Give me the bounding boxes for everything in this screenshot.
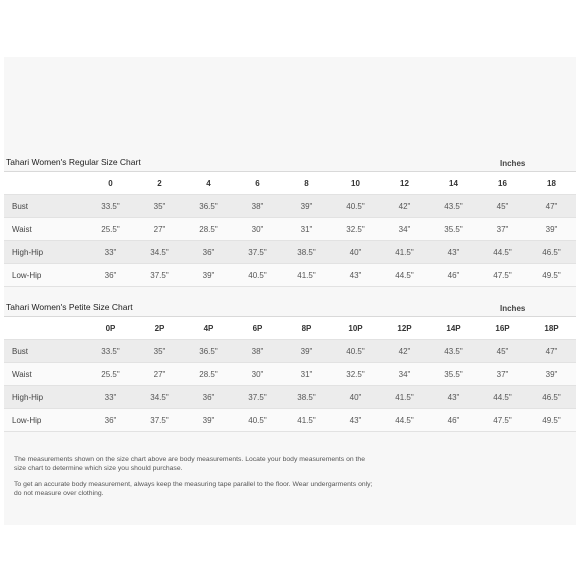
size-header-row [4, 317, 576, 340]
row-label: Waist [4, 218, 86, 241]
header-blank [4, 172, 86, 195]
size-header: 4 [184, 172, 233, 195]
size-header: 12 [380, 172, 429, 195]
table-cell: 36.5" [184, 195, 233, 218]
table-cell: 41.5" [282, 264, 331, 287]
table-row [4, 386, 576, 409]
table-cell: 34.5" [135, 386, 184, 409]
table-cell: 36" [86, 409, 135, 432]
table-cell: 40.5" [331, 195, 380, 218]
table-cell: 38.5" [282, 386, 331, 409]
note-body-measurements: The measurements shown on the size chart above are body measurements. Locate your body measurements on the size chart to determine which size you should purchase. [14, 456, 365, 472]
table-cell: 25.5" [86, 218, 135, 241]
table-cell: 37" [478, 218, 527, 241]
row-label: Low-Hip [4, 409, 86, 432]
table-cell: 36.5" [184, 340, 233, 363]
row-label: Bust [4, 195, 86, 218]
size-header: 12P [380, 317, 429, 340]
table-cell: 38.5" [282, 241, 331, 264]
table-cell: 33.5" [86, 340, 135, 363]
size-header: 2 [135, 172, 184, 195]
table-cell: 41.5" [380, 386, 429, 409]
table-cell: 30" [233, 218, 282, 241]
regular-size-table [4, 171, 576, 287]
table-cell: 38" [233, 195, 282, 218]
table-cell: 49.5" [527, 409, 576, 432]
table-cell: 45" [478, 340, 527, 363]
table-cell: 39" [282, 340, 331, 363]
size-header: 2P [135, 317, 184, 340]
table-cell: 37.5" [135, 264, 184, 287]
table-cell: 43.5" [429, 340, 478, 363]
table-cell: 43.5" [429, 195, 478, 218]
table-cell: 40" [331, 386, 380, 409]
table-cell: 46.5" [527, 241, 576, 264]
header-blank [4, 317, 86, 340]
table-cell: 37.5" [135, 409, 184, 432]
row-label: High-Hip [4, 241, 86, 264]
table-cell: 35.5" [429, 218, 478, 241]
table-cell: 43" [429, 241, 478, 264]
petite-chart-title: Tahari Women's Petite Size Chart [6, 302, 133, 312]
table-cell: 47" [527, 195, 576, 218]
regular-chart-header [4, 155, 576, 171]
size-header: 8P [282, 317, 331, 340]
table-cell: 42" [380, 340, 429, 363]
table-cell: 44.5" [380, 264, 429, 287]
table-cell: 35" [135, 340, 184, 363]
table-cell: 39" [527, 363, 576, 386]
size-header: 14P [429, 317, 478, 340]
table-cell: 37.5" [233, 386, 282, 409]
table-row [4, 218, 576, 241]
row-label: High-Hip [4, 386, 86, 409]
table-cell: 40.5" [233, 264, 282, 287]
table-cell: 44.5" [380, 409, 429, 432]
table-cell: 40" [331, 241, 380, 264]
table-cell: 47.5" [478, 264, 527, 287]
table-cell: 43" [429, 386, 478, 409]
size-header-row [4, 172, 576, 195]
table-cell: 38" [233, 340, 282, 363]
table-cell: 41.5" [380, 241, 429, 264]
table-cell: 43" [331, 409, 380, 432]
size-header: 16P [478, 317, 527, 340]
row-label: Low-Hip [4, 264, 86, 287]
size-header: 0 [86, 172, 135, 195]
table-cell: 28.5" [184, 363, 233, 386]
row-label: Waist [4, 363, 86, 386]
size-header: 18 [527, 172, 576, 195]
table-cell: 27" [135, 363, 184, 386]
table-cell: 40.5" [331, 340, 380, 363]
table-cell: 46.5" [527, 386, 576, 409]
size-header: 8 [282, 172, 331, 195]
table-cell: 42" [380, 195, 429, 218]
size-header: 16 [478, 172, 527, 195]
table-cell: 40.5" [233, 409, 282, 432]
size-header: 14 [429, 172, 478, 195]
table-row [4, 195, 576, 218]
table-cell: 30" [233, 363, 282, 386]
table-cell: 37.5" [233, 241, 282, 264]
table-cell: 35" [135, 195, 184, 218]
table-cell: 47.5" [478, 409, 527, 432]
size-header: 18P [527, 317, 576, 340]
petite-size-chart [4, 300, 576, 432]
table-row [4, 340, 576, 363]
table-cell: 31" [282, 363, 331, 386]
table-cell: 32.5" [331, 218, 380, 241]
table-cell: 36" [184, 241, 233, 264]
size-header: 6 [233, 172, 282, 195]
table-row [4, 264, 576, 287]
table-cell: 36" [86, 264, 135, 287]
size-header: 10 [331, 172, 380, 195]
table-cell: 45" [478, 195, 527, 218]
table-cell: 39" [282, 195, 331, 218]
table-cell: 25.5" [86, 363, 135, 386]
table-cell: 44.5" [478, 241, 527, 264]
size-header: 10P [331, 317, 380, 340]
regular-size-chart [4, 155, 576, 287]
table-cell: 47" [527, 340, 576, 363]
table-cell: 27" [135, 218, 184, 241]
table-cell: 34" [380, 363, 429, 386]
table-cell: 46" [429, 264, 478, 287]
table-cell: 46" [429, 409, 478, 432]
measurement-notes [14, 455, 374, 505]
regular-chart-unit: Inches [500, 159, 526, 168]
petite-size-table [4, 316, 576, 432]
table-cell: 34.5" [135, 241, 184, 264]
size-header: 4P [184, 317, 233, 340]
size-chart-panel [4, 57, 576, 525]
table-cell: 34" [380, 218, 429, 241]
table-cell: 33" [86, 386, 135, 409]
table-row [4, 241, 576, 264]
table-cell: 41.5" [282, 409, 331, 432]
size-header: 6P [233, 317, 282, 340]
table-cell: 35.5" [429, 363, 478, 386]
table-cell: 43" [331, 264, 380, 287]
table-cell: 37" [478, 363, 527, 386]
table-cell: 32.5" [331, 363, 380, 386]
petite-chart-unit: Inches [500, 304, 526, 313]
note-how-to-measure: To get an accurate body measurement, always keep the measuring tape parallel to the floor. Wear undergarments only; do not measure over clothing. [14, 481, 373, 497]
table-row [4, 409, 576, 432]
table-cell: 49.5" [527, 264, 576, 287]
table-cell: 39" [184, 409, 233, 432]
table-cell: 39" [527, 218, 576, 241]
regular-chart-title: Tahari Women's Regular Size Chart [6, 157, 141, 167]
table-cell: 44.5" [478, 386, 527, 409]
table-cell: 33.5" [86, 195, 135, 218]
petite-chart-header [4, 300, 576, 316]
row-label: Bust [4, 340, 86, 363]
table-cell: 31" [282, 218, 331, 241]
table-cell: 36" [184, 386, 233, 409]
table-row [4, 363, 576, 386]
size-header: 0P [86, 317, 135, 340]
table-cell: 33" [86, 241, 135, 264]
table-cell: 28.5" [184, 218, 233, 241]
table-cell: 39" [184, 264, 233, 287]
